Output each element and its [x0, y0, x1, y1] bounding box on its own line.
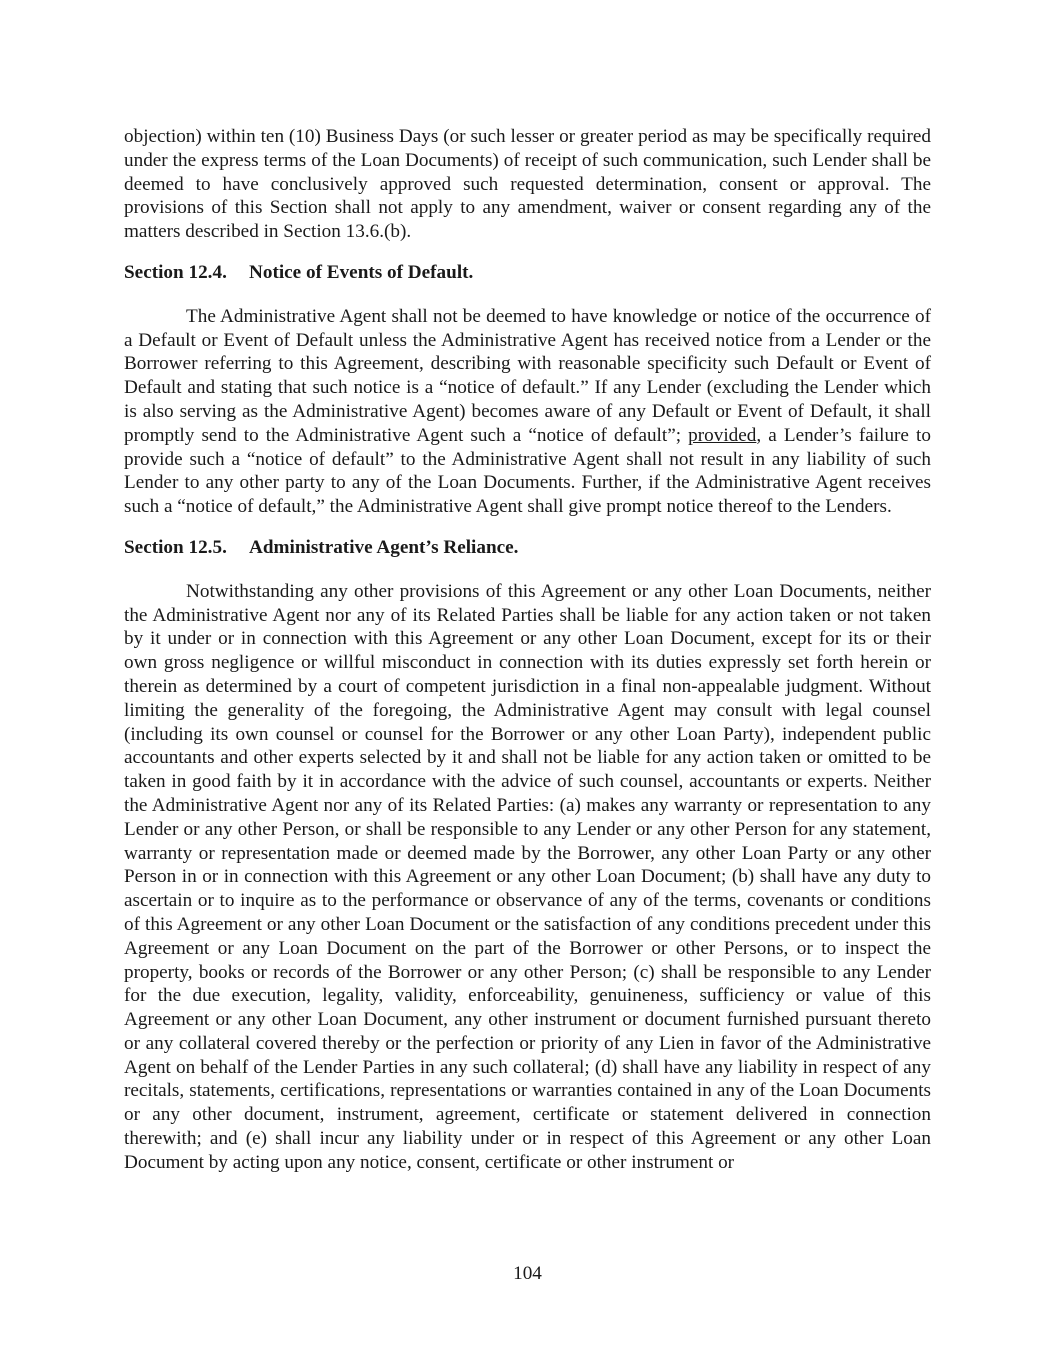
section-12-4-body: [124, 305, 931, 519]
section-12-4-number: Section 12.4.: [124, 261, 227, 283]
section-12-5-number: Section 12.5.: [124, 536, 227, 558]
section-12-4-body-part2: , a Lender’s failure to provide such a “notice of default” to the Administrative Agent shall not result in any liability of such Lender to any other party to any of the Loan Documents. Further, if the Administrative Agent receives such a “notice of default,” the Administrative Agent shall give prompt notice thereof to the Lenders.: [124, 424, 931, 518]
section-12-5-title: Administrative Agent’s Reliance.: [249, 536, 519, 558]
provided-underlined-term: provided: [688, 424, 757, 446]
section-12-4-body-part1: The Administrative Agent shall not be deemed to have knowledge or notice of the occurrence of a Default or Event of Default unless the Administrative Agent has received notice from a Lender or the Borrower referring to this Agreement, describing with reasonable specificity such Default or Event of Default and stating that such notice is a “notice of default.” If any Lender (excluding the Lender which is also serving as the Administrative Agent) becomes aware of any Default or Event of Default, it shall promptly send to the Administrative Agent such a “notice of default”;: [124, 305, 931, 446]
section-12-5-body: Notwithstanding any other provisions of this Agreement or any other Loan Documents, neither the Administrative Agent nor any of its Related Parties shall be liable for any action taken or not taken by it under or in connection with this Agreement or any other Loan Document, except for its or their own gross negligence or willful misconduct in connection with its duties expressly set forth herein or therein as determined by a court of competent jurisdiction in a final non-appealable judgment. Without limiting the generality of the foregoing, the Administrative Agent may consult with legal counsel (including its own counsel or counsel for the Borrower or any other Loan Party), independent public accountants and other experts selected by it and shall not be liable for any action taken or omitted to be taken in good faith by it in accordance with the advice of such counsel, accountants or experts. Neither the Administrative Agent nor any of its Related Parties: (a) makes any warranty or representation to any Lender or any other Person, or shall be responsible to any Lender or any other Person for any statement, warranty or representation made or deemed made by the Borrower, any other Loan Party or any other Person in or in connection with this Agreement or any other Loan Document; (b) shall have any duty to ascertain or to inquire as to the performance or observance of any of the terms, covenants or conditions of this Agreement or any other Loan Document or the satisfaction of any conditions precedent under this Agreement or any Loan Document on the part of the Borrower or other Persons, or to inspect the property, books or records of the Borrower or any other Person; (c) shall be responsible to any Lender for the due execution, legality, validity, enforceability, genuineness, sufficiency or value of this Agreement or any other Loan Document, any other instrument or document furnished pursuant thereto or any collateral covered thereby or the perfection or priority of any Lien in favor of the Administrative Agent on behalf of the Lender Parties in any such collateral; (d) shall have any liability in respect of any recitals, statements, certifications, representations or warranties contained in any of the Loan Documents or any other document, instrument, agreement, certificate or statement delivered in connection therewith; and (e) shall incur any liability under or in respect of this Agreement or any other Loan Document by acting upon any notice, consent, certificate or other instrument or: [124, 580, 931, 1173]
section-12-4-title: Notice of Events of Default.: [249, 261, 474, 283]
section-12-5-heading: [124, 536, 931, 560]
page-number: 104: [513, 1263, 542, 1284]
document-page: [124, 125, 931, 1175]
section-12-4-heading: [124, 261, 931, 285]
intro-paragraph: objection) within ten (10) Business Days (or such lesser or greater period as may be specifically required under the express terms of the Loan Documents) of receipt of such communication, such Lender shall be deemed to have conclusively approved such requested determination, consent or approval. The provisions of this Section shall not apply to any amendment, waiver or consent regarding any of the matters described in Section 13.6.(b).: [124, 126, 931, 243]
